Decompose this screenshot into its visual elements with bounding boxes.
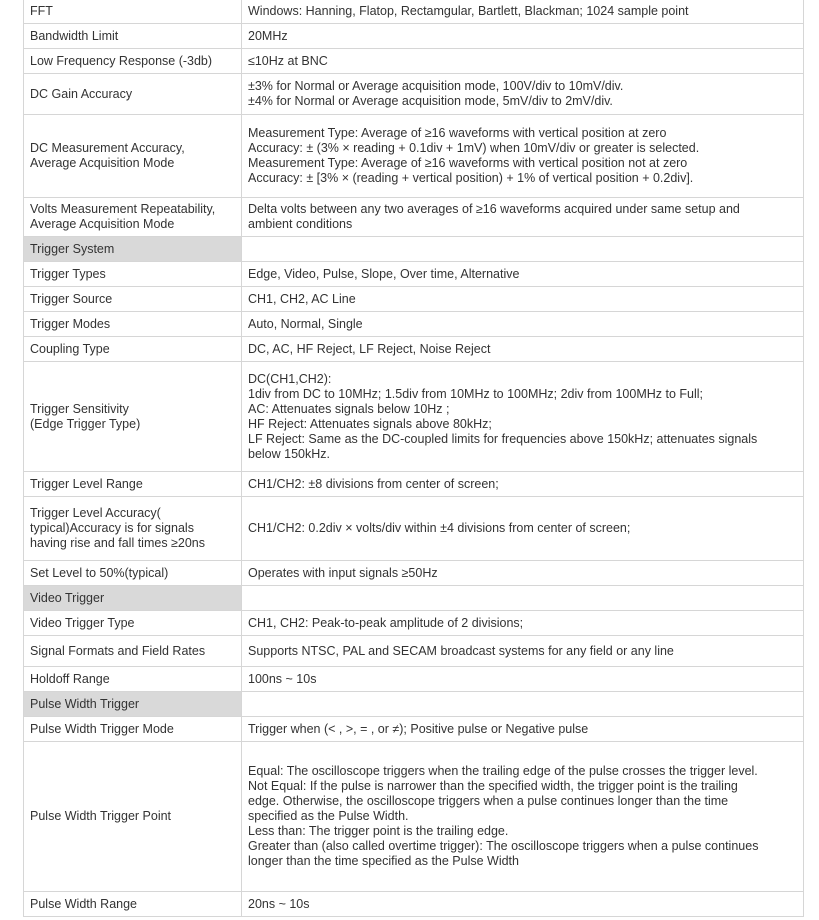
spec-label: Coupling Type [24,337,242,362]
spec-label: Trigger Level Accuracy( typical)Accuracy is for signals having rise and fall times ≥20ns [24,497,242,561]
spec-table [23,0,804,917]
spec-label: Trigger Level Range [24,472,242,497]
spec-row [24,636,804,667]
spec-row [24,287,804,312]
section-title: Video Trigger [24,586,242,611]
spec-label: Pulse Width Trigger Mode [24,717,242,742]
spec-row [24,611,804,636]
spec-value: Delta volts between any two averages of ≥16 waveforms acquired under same setup and ambient conditions [242,198,804,237]
section-title: Pulse Width Trigger [24,692,242,717]
spec-row [24,74,804,115]
spec-value: ±3% for Normal or Average acquisition mode, 100V/div to 10mV/div. ±4% for Normal or Average acquisition mode, 5mV/div to 2mV/div. [242,74,804,115]
spec-value: CH1, CH2, AC Line [242,287,804,312]
spec-value: Measurement Type: Average of ≥16 waveforms with vertical position at zero Accuracy: ± (3% × reading + 0.1div + 1mV) when 10mV/div or greater is selected. Measurement Type: Average of ≥16 waveforms with vertical position not at zero Accuracy: ± [3% × (reading + vertical position) + 1% of vertical position + 0.2div]. [242,115,804,198]
spec-row [24,337,804,362]
spec-row [24,115,804,198]
spec-row [24,742,804,892]
spec-label: DC Measurement Accuracy, Average Acquisition Mode [24,115,242,198]
spec-label: Holdoff Range [24,667,242,692]
section-header-row [24,692,804,717]
spec-table-body [24,0,804,917]
spec-value: Edge, Video, Pulse, Slope, Over time, Alternative [242,262,804,287]
section-title: Trigger System [24,237,242,262]
spec-value: Windows: Hanning, Flatop, Rectamgular, Bartlett, Blackman; 1024 sample point [242,0,804,24]
spec-value [242,692,804,717]
spec-label: FFT [24,0,242,24]
spec-value: 20MHz [242,24,804,49]
spec-row [24,717,804,742]
section-header-row [24,237,804,262]
spec-value: CH1/CH2: 0.2div × volts/div within ±4 divisions from center of screen; [242,497,804,561]
spec-row [24,24,804,49]
spec-value: Equal: The oscilloscope triggers when the trailing edge of the pulse crosses the trigger level. Not Equal: If the pulse is narrower than the specified width, the trigger point is the trailing edge. Otherwise, the oscilloscope triggers when a pulse continues longer than the time specified as the Pulse Width. Less than: The trigger point is the trailing edge. Greater than (also called overtime trigger): The oscilloscope triggers when a pulse continues longer than the time specified as the Pulse Width [242,742,804,892]
spec-value: 100ns ~ 10s [242,667,804,692]
spec-row [24,892,804,917]
spec-label: Pulse Width Trigger Point [24,742,242,892]
spec-label: Low Frequency Response (-3db) [24,49,242,74]
spec-label: Volts Measurement Repeatability, Average Acquisition Mode [24,198,242,237]
spec-row [24,49,804,74]
spec-label: DC Gain Accuracy [24,74,242,115]
spec-label: Trigger Modes [24,312,242,337]
spec-value: 20ns ~ 10s [242,892,804,917]
spec-value [242,237,804,262]
section-header-row [24,586,804,611]
spec-label: Bandwidth Limit [24,24,242,49]
spec-label: Trigger Types [24,262,242,287]
spec-value: DC(CH1,CH2): 1div from DC to 10MHz; 1.5div from 10MHz to 100MHz; 2div from 100MHz to Full; AC: Attenuates signals below 10Hz ; HF Reject: Attenuates signals above 80kHz; LF Reject: Same as the DC-coupled limits for frequencies above 150kHz; attenuates signals below 150kHz. [242,362,804,472]
spec-value: CH1, CH2: Peak-to-peak amplitude of 2 divisions; [242,611,804,636]
spec-value: CH1/CH2: ±8 divisions from center of screen; [242,472,804,497]
spec-value: Trigger when (< , >, = , or ≠); Positive pulse or Negative pulse [242,717,804,742]
spec-label: Video Trigger Type [24,611,242,636]
spec-value: DC, AC, HF Reject, LF Reject, Noise Reject [242,337,804,362]
spec-label: Pulse Width Range [24,892,242,917]
spec-value [242,586,804,611]
spec-value: Supports NTSC, PAL and SECAM broadcast systems for any field or any line [242,636,804,667]
spec-row [24,561,804,586]
spec-label: Signal Formats and Field Rates [24,636,242,667]
spec-value: Auto, Normal, Single [242,312,804,337]
spec-label: Set Level to 50%(typical) [24,561,242,586]
spec-row [24,667,804,692]
spec-row [24,497,804,561]
spec-row [24,362,804,472]
spec-row [24,312,804,337]
spec-label: Trigger Source [24,287,242,312]
spec-row [24,0,804,24]
spec-row [24,472,804,497]
spec-row [24,262,804,287]
spec-value: ≤10Hz at BNC [242,49,804,74]
spec-row [24,198,804,237]
spec-label: Trigger Sensitivity (Edge Trigger Type) [24,362,242,472]
spec-value: Operates with input signals ≥50Hz [242,561,804,586]
